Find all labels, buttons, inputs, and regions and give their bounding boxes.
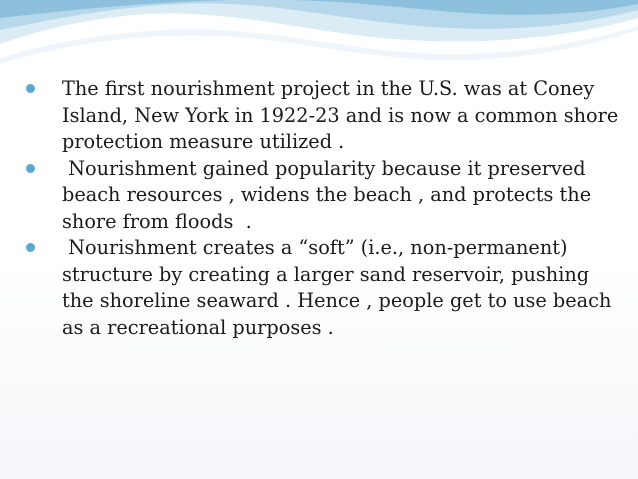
bullet-item [22,156,622,236]
bullet-item [22,235,622,341]
bullet-item [22,76,625,156]
circle-bullet-icon [26,243,35,252]
bullet-text: Nourishment creates a “soft” (i.e., non-permanent) structure by creating a larger sand reservoir, pushing the shoreline seaward . Hence , people get to use beach as a recreational purposes . [62,236,618,339]
circle-bullet-icon [26,164,35,173]
bullet-text: Nourishment gained popularity because it preserved beach resources , widens the beach , and protects the shore from floods . [62,156,598,233]
bullet-text: The first nourishment project in the U.S. was at Coney Island, New York in 1922-23 and is now a common shore protection measure utilized . [62,77,625,153]
header-wave-decoration [0,0,638,80]
bullet-list [22,76,625,341]
circle-bullet-icon [26,84,35,93]
slide-body [22,76,625,341]
